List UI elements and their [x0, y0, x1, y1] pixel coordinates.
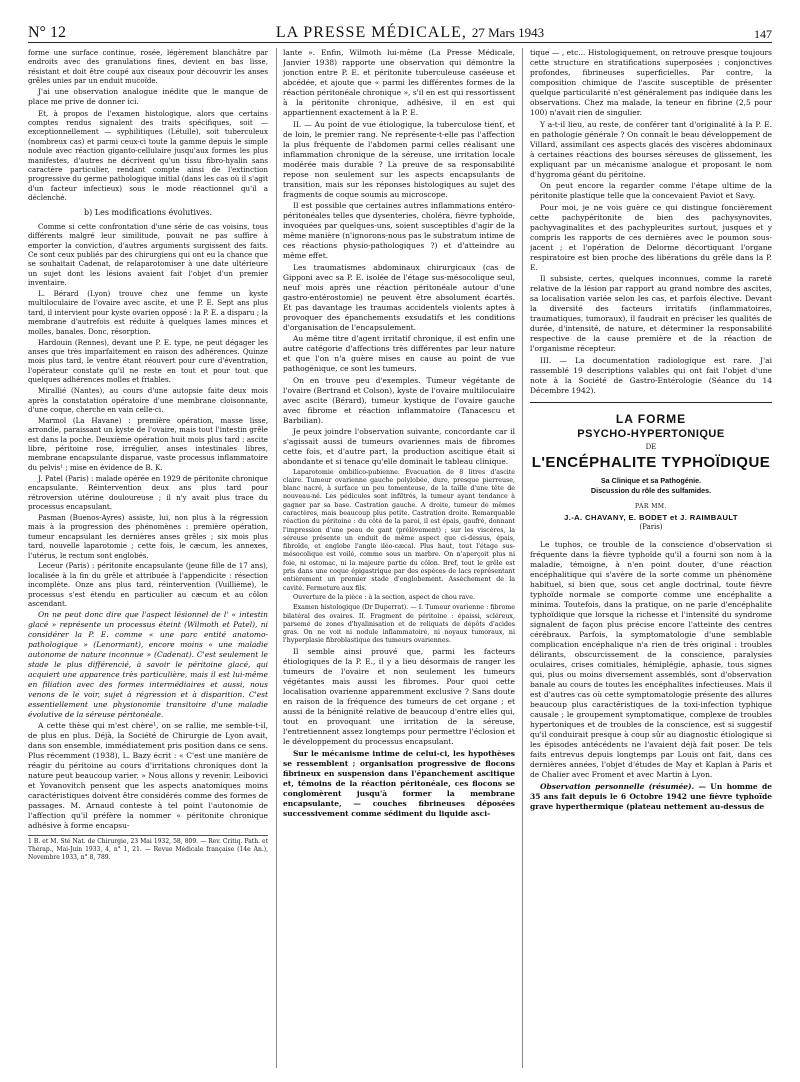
paragraph: II. — Au point de vue étiologique, la tuberculose tient, et de loin, le premier rang. Ne représente-t-elle pas l'affection la plus fréquente de l'abdomen parmi celles réalisant une inflammation chronique de la séreuse, une irritation locale modérée mais durable ? La preuve de sa responsabilité repose non seulement sur les aspects encapsulants de transition, mais sur les réponses histologiques au sujet des fragments de coque soumis au microscope. — [283, 119, 515, 199]
column-right — [530, 48, 772, 1068]
article-subtitle: Discussion du rôle des sulfamides. — [590, 486, 712, 496]
paragraph: Au même titre d'agent irritatif chronique, il est enfin une autre catégorie d'affections très différentes par leur nature et que l'on n'a guère mises en cause au point de vue pathogénique, ce sont les tumeurs. — [283, 334, 515, 373]
paragraph: III. — La documentation radiologique est rare. J'ai rassemblé 19 descriptions valables qui ont fait l'objet d'une note à la Société de Gastro-Entérologie (Séance du 14 Décembre 1942). — [530, 355, 772, 395]
observation-text: Examen histologique (Dr Duperrat). — I. Tumeur ovarienne : fibrome bilatéral des ovaires. II. Fragment de péritoine : épaissi, scléreux, parsemé de zones d'hyalinisation et de reliquats de dépôts d'acides gras. On ne voit ni nodule inflammatoire, ni noyaux tumoraux, ni l'hyperplasie fibroblastique des tumeurs ovariennes. — [283, 604, 515, 645]
observation-text: Ouverture de la pièce : à la section, aspect de chou rave. — [293, 594, 475, 602]
paragraph: Et, à propos de l'examen histologique, alors que certains comptes rendus signalent des traits spécifiques, soit — exceptionnellement — syphilitiques (Létulle), soit tuberculeux (nombreux cas) et parmi ceux-ci toute la gamme depuis le simple nodule avec réaction giganto-cellulaire jusqu'aux formes les plus manifestes, d'autres ne décrivent qu'un tissu fibro-hyalin sans caractère particulier, rendant compte ainsi de l'extinction progressive du germe pathologique initial (dans les cas où il s'agit d'un facteur infectieux) sous le mode réactionnel qu'il a déclenché. — [28, 108, 268, 203]
paragraph: Marmol (La Havane) : première opération, masse lisse, arrondie, paraissant un kyste de l'ovaire, mais tout l'intestin grêle est dans la poche. Deuxième opération huit mois plus tard : ascite libre, péritoine rose, irrégulier, anses intestinales libres, membrane encapsulante disparue, vaste processus inflammatoire du pelvis¹ ; mise en évidence de B. K. — [28, 415, 268, 472]
column-middle — [283, 48, 515, 1068]
paragraph: J'ai une observation analogue inédite que le manque de place me prive de donner ici. — [28, 87, 268, 107]
article-title-line1: LA FORME — [615, 412, 687, 426]
observation-paragraph — [530, 782, 772, 812]
section-heading: b) Les modifications évolutives. — [84, 207, 212, 217]
paragraph: Il semble ainsi prouvé que, parmi les facteurs étiologiques de la P. E., il y a lieu désormais de ranger les tumeurs de l'ovaire et non seulement les tumeurs végétantes mais aussi les fibromes. Pour quoi cette localisation ovarienne apparemment exclusive ? Sans doute en raison de la fréquence des tumeurs de cet organe ; et aussi de la bénignité relative de beaucoup d'entre elles qui, tout en provoquant une irritation de la séreuse, l'entretiennent assez longtemps pour permettre l'éclosion et le développement du processus encapsulant. — [283, 647, 515, 747]
paragraph: Comme si cette confrontation d'une série de cas voisins, tous différents malgré leur similitude, pouvait ne pas suffire à emporter la conviction, d'autres arguments surgissent des faits. Ce sont ceux publiés par des chirurgiens qui ont eu la chance que se souhaitait Cadenat, de relaparotomiser à une date ultérieure un sujet dont les lésions avaient fait l'objet d'un premier inventaire. — [28, 221, 268, 288]
paragraph: On en trouve peu d'exemples. Tumeur végétante de l'ovaire (Bertrand et Colson), kyste de l'ovaire multiloculaire avec ascite (Bérard), tumeur kystique de l'ovaire gauche avec fibrome et réaction inflammatoire (Tanacescu et Barbilian). — [283, 375, 515, 425]
article-authors: J.-A. CHAVANY, E. BODET et J. RAIMBAULT — [564, 512, 738, 522]
paragraph: L. Bérard (Lyon) trouve chez une femme un kyste multiloculaire de l'ovaire avec ascite, et une P. E. Sept ans plus tard, il intervient pour kyste ovarien opposé : la P. E. a disparu ; la membrane d'autrefois est réduite à quelques lames minces et molles, banales. Donc, résorption. — [28, 289, 268, 336]
footnote: 1 B. et M. Sté Nat. de Chirurgie, 23 Mai 1932, 58, 809. — Rev. Critiq. Path. et Thérap., Mai-Juin 1933, 4, n° 1, 21. — Revue Médicale française (14e An.), Novembre 1933, n° 8, 789. — [28, 838, 268, 862]
paragraph: Le tuphos, ce trouble de la conscience d'observation si fréquente dans la fièvre typhoïde qu'il a fourni son nom à la maladie, témoigne, à n'en point douter, d'une réaction encéphalitique qui s'avère de la sorte comme un phénomène habituel, si bien que, sous cet angle doctrinal, toute fièvre typhoïde normale se comporte comme une encéphalite a minima. Toutefois, dans la pratique, on ne parle d'encéphalite typhoïdique que lorsque la richesse et l'intensité du syndrome signalent de façon plus précise encore l'atteinte des centres cérébraux. Parfois, la symptomatologie d'une semblable complication encéphalique n'a rien de très original : troubles délirants, obscurcissement de la conscience, paralysies oculaires, crises comitiales, hémiplégie, aphasie, tous signes qui, plus ou moins diversement assemblés, sont d'observation banale au cours de toutes les encéphalites infectieuses. Mais il est d'autres cas où cette symptomatologie présente des allures beaucoup plus caractéristiques de la toxi-infection typhique causale ; le groupement symptomatique, complexe de troubles hypertoniques et de troubles de la conscience, est si suggestif qu'il conduirait presque à coup sûr au diagnostic étiologique si les épisodes antécédents ne l'avaient déjà fait poser. De tels faits entrevus depuis longtemps par Louis ont fait, dans ces dernières années, l'objet d'études de May et Kaplan à Paris et de Chalier avec Froment et avec Martin à Lyon. — [530, 540, 772, 780]
article-title-line3: L'ENCÉPHALITE TYPHOÏDIQUE — [531, 454, 771, 472]
running-head — [28, 16, 772, 43]
paragraph: lante ». Enfin, Wilmoth lui-même (La Presse Médicale, Janvier 1938) rapporte une observation qui démontre la jonction entre P. E. et péritonite tuberculeuse caséeuse et abcédée, et ajoute que « parmi les différentes formes de la réaction péritonéale chronique », s'il en est qui ressortissent à la péritonite chronique, adhésive, il en est qui appartiennent exactement à la P. E. — [283, 48, 515, 117]
issue-number: N° 12 — [28, 24, 66, 41]
page-folio: 147 — [754, 27, 772, 41]
paragraph: Les traumatismes abdominaux chirurgicaux (cas de Gipponi avec sa P. E. isolée de l'étage sus-mésocolique seul, neuf mois après une réaction péritonéale autour d'une gastro-entérostomie) ne peuvent être absolument écartés. Et pas davantage les traumas accidentels violents aptes à provoquer des épanchements exsudatifs et les conditions d'organisation de l'encapsulement. — [283, 262, 515, 332]
paragraph: J. Patel (Paris) : malade opérée en 1929 de péritonite chronique encapsulante. Réintervention deux ans plus tard pour rétroversion utérine douloureuse ; il n'y avait plus trace du processus encapsulant. — [28, 473, 268, 511]
paragraph: Sur le mécanisme intime de celui-ci, les hypothèses se ressemblent ; organisation progressive de flocons fibrineux en suspension dans l'épanchement ascitique et, témoins de la réaction péritonéale, ces flocons se conglomèrent jusqu'à former la membrane encapsulante, — couches fibrineuses déposées successivement comme sédiment du liquide asci- — [283, 748, 515, 818]
column-left — [28, 48, 268, 1068]
paragraph: Pasman (Buenos-Ayres) assiste, lui, non plus à la régression mais à la progression des phénomènes : première opération, tumeur encapsulant les dernières anses grêles ; six mois plus tard, nouvelle laparotomie ; cette fois, le cæcum, les annexes, l'utérus, le rectum sont englobés. — [28, 512, 268, 560]
article-title-line2: PSYCHO-HYPERTONIQUE — [577, 428, 725, 440]
footnotes — [28, 835, 268, 862]
article-title-de: DE — [645, 443, 657, 451]
author-city: (Paris) — [639, 522, 663, 531]
paragraph: On peut encore la regarder comme l'étape ultime de la péritonite plastique telle que la concevaient Paviot et Savy. — [530, 181, 772, 200]
article-separator — [530, 402, 772, 404]
issue-date: 27 Mars 1943 — [471, 25, 545, 40]
observation-label: Observation personnelle (résumée). — [540, 781, 695, 791]
paragraph: Je peux joindre l'observation suivante, concordante car il s'agissait aussi de tumeurs ovariennes mais de fibromes cette fois, et d'autre part, la production ascitique était si abondante et si tenace qu'elle dominait le tableau clinique. — [283, 427, 515, 466]
article-subtitle: Sa Clinique et sa Pathogénie. — [600, 476, 702, 486]
paragraph: Mirallié (Nantes), au cours d'une autopsie faite deux mois après la constatation opératoire d'une membrane cloisonnante, d'une coque, cherche en vain celle-ci. — [28, 386, 268, 414]
paragraph: Il est possible que certaines autres inflammations entéro-péritonéales telles que dysenteries, choléra, fièvre typhoïde, invoquées par quelques-uns, soient susceptibles d'agir de la même manière (n'ignorons-nous pas le substratum intime de ces réactions physio-pathologiques ?) et d'atteindre au même effet. — [283, 201, 515, 260]
paragraph: A cette thèse qui m'est chère¹, on se rallie, me semble-t-il, de plus en plus. Déjà, la Société de Chirurgie de Lyon avait, dans son ensemble, immédiatement pris position dans ce sens. Plus récemment (1938), L. Bazy écrit : « C'est une manière de réagir du péritoine au cours d'irritations chroniques dont la nature peut beaucoup varier. » Nous allons y revenir. Leibovici et Yovanovitch pensent que les aspects anatomiques moins caractéristiques doivent être considérés comme des formes de passages. M. Arnaud conteste à tel point l'autonomie de l'affection qu'il préfère la nommer « péritonite chronique adhésive à forme encapsu- — [28, 721, 268, 831]
paragraph: Leceur (Paris) : péritonite encapsulante (jeune fille de 17 ans), localisée à la fin du grêle et attribuée à l'appendicite : résection incomplète. Onze ans plus tard, réintervention (Vuillième), le processus s'est étendu en particulier au cæcum et au côlon ascendant. — [28, 561, 268, 609]
column-rule — [522, 48, 523, 1068]
paragraph: Pour moi, je ne vois guère ce qui distingue foncièrement cette pachypéritonite de bien des pachysynovites, pachyvaginalites et des pachypleurites surtout, jusques et y compris les rapports de ces dernières avec le poumon sous-jacent ; et l'opération de Delorme décortiquant l'organe respiratoire est bien proche des libérations du grêle dans la P. E. — [530, 202, 772, 272]
journal-title — [276, 24, 544, 42]
observation-text: — Un homme de 35 ans fait depuis le 6 Octobre 1942 une fièvre typhoïde grave hyperthermique (plateau nettement au-dessus de — [530, 781, 772, 811]
paragraph: Hardouin (Rennes), devant une P. E. type, ne peut dégager les anses que très imparfaitement en raison des adhérences. Quinze mois plus tard, le ventre étant réouvert pour cure d'éventration, l'opérateur constate qu'il ne reste en tout et pour tout que quelques adhérences molles et friables. — [28, 337, 268, 385]
observation-text: Laparotomie ombilico-pubienne. Évacuation de 8 litres d'ascite claire. Tumeur ovarienne gauche polylobée, dure, presque pierreuse, blanc nacré, à surface un peu tomenteuse, de la taille d'une tête de nouveau-né. Les pédicules sont infiltrés, la tumeur ayant tendance à gagner par sa base. Castration gauche. A droite, tumeur de mêmes caractères, mais beaucoup plus petite. Castration droite. Remarquable réaction du péritoine : du côté de la paroi, il est épais, gaufré, donnant l'impression d'une peau de gant (prélèvement) ; sur les viscères, la séreuse présente un enduit de même aspect que ci-dessus, épais, fibroïde, et englobe l'angle iléo-cæcal. Plus haut, tout l'étage sus-mésocolique est voilé, comme sous un marbre. On n'aperçoit plus ni foie, ni estomac, ni la majeure partie du côlon. Bref, tout le grêle est pris dans une coque épigastrique par des espèces de lacs représentant entièrement un premier stade d'englobement. Assèchement de la cavité. Fermeture aux fils. — [283, 468, 515, 592]
paragraph: Il subsiste, certes, quelques inconnues, comme la rareté relative de la lésion par rapport au grand nombre des ascites, sa localisation variée selon les cas, et parfois élective. Devant la diversité des facteurs irritatifs (inflammatoires, traumatiques, tumoraux), il faudrait en préciser les qualités de durée, d'intensité, de nature, et déterminer la responsabilité respective de la cause première et de la réaction de l'organisme récepteur. — [530, 274, 772, 353]
journal-name: LA PRESSE MÉDICALE, — [275, 24, 467, 41]
paragraph: Y a-t-il lieu, au reste, de conférer tant d'originalité à la P. E. en pathologie générale ? On connaît le beau développement de Villard, assimilant ces aspects glacés des viscères abdominaux à certaines réactions des bourses séreuses de glissement, les expliquant par un mécanisme analogue et proposant le nom d'hygroma géant du péritoine. — [530, 119, 772, 179]
column-rule — [276, 48, 277, 1068]
paragraph: forme une surface continue, rosée, légèrement blanchâtre par endroits avec des granulations fines, devient en bas lisse, résistant et doit être coupé aux ciseaux pour découvrir les anses grêles unies par un enduit mucoïde. — [28, 48, 268, 86]
paragraph: On ne peut donc dire que l'aspect lésionnel de l' « intestin glacé » représente un processus éteint (Wilmoth et Patel), ni considérer la P. E. comme « une parc entité anatomo-pathologique » (Lenormant), encore moins « une maladie autonome de nature inconnue » (Cadenat). C'est seulement le stade le plus différencié, à savoir le péritoine glacé, qui acquiert une apparence très particulière, mais il est lui-même en filiation avec des formes intermédiaires et aussi, nous venons de le voir, sujet à régression et à disparition. C'est essentiellement une physionomie transitoire d'une maladie évolutive de la séreuse péritonéale. — [28, 609, 268, 719]
paragraph: tique — , etc... Histologiquement, on retrouve presque toujours cette structure en stratifications superposées ; conjonctives profondes, fibrineuses superficielles. Par contre, la composition chimique de l'ascite susceptible de présenter quelque particularité n'est généralement pas indiquée dans les observations. Chez ma malade, la teneur en fibrine (2,5 pour 100) n'avait rien de singulier. — [530, 48, 772, 117]
byline-prefix: PAR MM. — [635, 503, 667, 511]
